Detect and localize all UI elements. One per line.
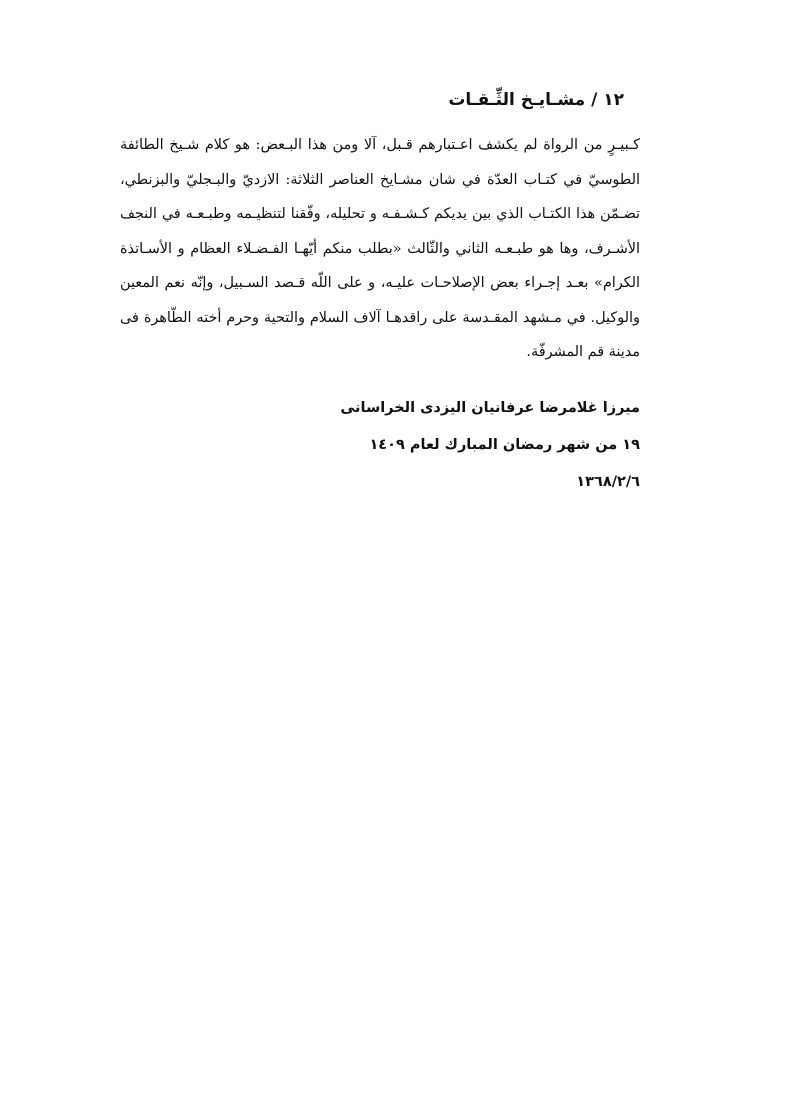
body-paragraph (120, 128, 640, 370)
body-line: مدينة قم المشرفّة. (526, 344, 640, 360)
body-line: والوكيل. في مـشهد المقـدسة على راقدهـا آلاف السلام والتحية وحرم أخته الطّاهرة فى (120, 309, 640, 326)
body-line: الأشـرف، وها هو طبـعـه الثاني والثّالث «بطلب منكم أيّهـا الفـضـلاء العظام و الأسـاتذة (120, 240, 640, 257)
running-head: ١٢ / مشـايـخ الثِّـقـات (448, 90, 624, 110)
signature-date-hijri: ١٩ من شهر رمضان المبارك لعام ١٤٠٩ (369, 437, 640, 453)
body-line: الكرام» بعـد إجـراء بعض الإصلاحـات عليـه، و على اللّه قـصد السـبيل، وإنّه نعم المعين (120, 275, 640, 291)
body-line: كـبيـرٍ من الرواة لم يكشف اعـتبارهم قـبل، آلا ومن هذا البـعض: هو كلام شـيخ الطائفة (120, 137, 640, 153)
signature-name: ميرزا غلامرضا عرفانيان اليزدى الخراسانى (340, 400, 640, 416)
signature-date-solar: ١٣٦٨/٢/٦ (576, 474, 640, 490)
body-line: تضـمّن هذا الكتـاب الذي بين يديكم كـشـفـه و تحليله، وفّقنا لتنظيـمه وطبـعـه في النجف (120, 206, 640, 222)
body-line: الطوسيّ في كتـاب العدّة في شان مشـايخ العناصر الثلاثة: الازديّ والبـجليّ والبزنطي، (120, 171, 640, 188)
